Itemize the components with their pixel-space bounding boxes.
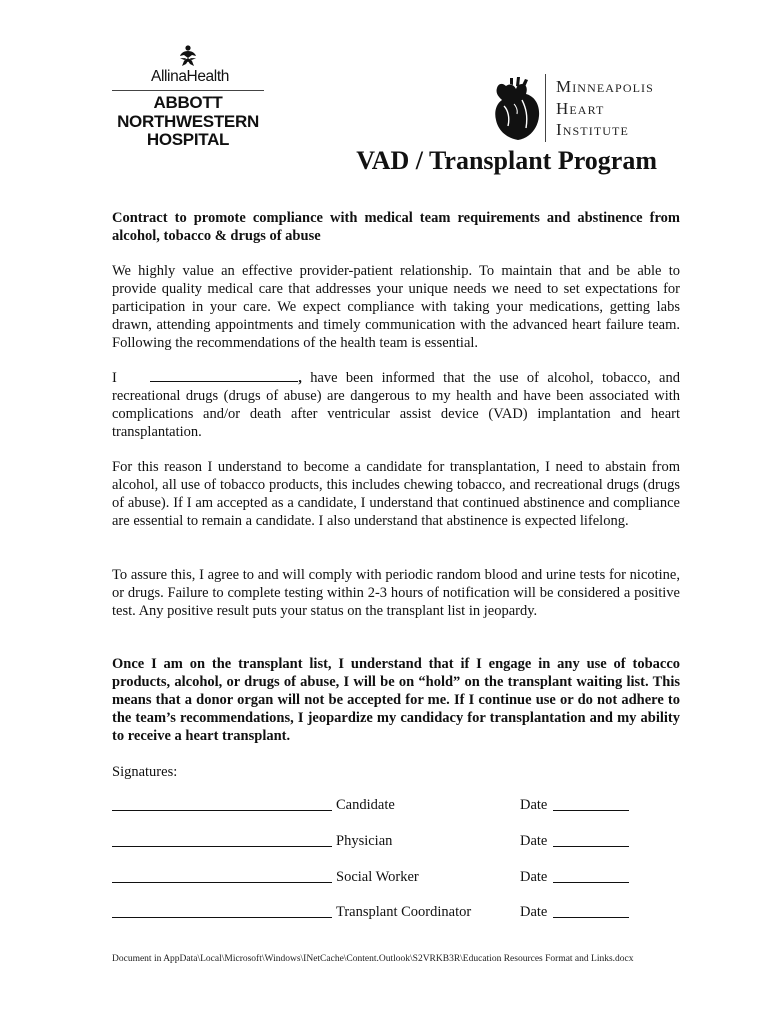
reason-paragraph: For this reason I understand to become a candidate for transplantation, I need to abstain from alcohol, all use of tobacco products, this includes chewing tobacco, and recreational drugs (drugs of abuse). If I am accepted as a candidate, I understand that continued abstinence and compliance are essential to remain a candidate. I also understand that abstinence is expected lifelong.	[112, 459, 680, 529]
signature-row-social-worker	[112, 869, 680, 889]
signature-row-physician	[112, 833, 680, 853]
date-line[interactable]	[553, 917, 629, 918]
date-line[interactable]	[553, 882, 629, 883]
informed-prefix: I	[112, 370, 117, 386]
document-path-footer: Document in AppData\Local\Microsoft\Windows\INetCache\Content.Outlook\S2VRKB3R\Education Resources Format and Links.docx	[112, 954, 634, 964]
signature-row-transplant-coordinator	[112, 904, 680, 924]
signature-role: Physician	[336, 833, 393, 849]
informed-comma: ,	[298, 370, 302, 386]
date-line[interactable]	[553, 846, 629, 847]
signatures-heading: Signatures:	[112, 764, 178, 780]
mhi-logo-text	[556, 76, 706, 141]
signature-line[interactable]	[112, 846, 332, 847]
testing-paragraph: To assure this, I agree to and will comply with periodic random blood and urine tests for nicotine, or drugs. Failure to complete testing within 2-3 hours of notification will be considered a positive test. Any positive result puts your status on the transplant list in jeopardy.	[112, 567, 680, 619]
date-label: Date	[520, 833, 548, 849]
informed-paragraph	[112, 369, 680, 441]
warning-paragraph: Once I am on the transplant list, I understand that if I engage in any use of tobacco products, alcohol, or drugs of abuse, I will be on “hold” on the transplant waiting list. This means that a donor organ will not be accepted for me. If I continue use or do not adhere to the team’s recommendations, I jeopardize my candidacy for transplantation and my ability to receive a heart transplant.	[112, 656, 680, 744]
informed-text: have been informed that the use of alcohol, tobacco, and recreational drugs (drugs of abuse) are dangerous to my health and have been associated with complications and/or death after ventricular assist device (VAD) implantation and heart transplantation.	[112, 370, 680, 440]
signature-row-candidate	[112, 797, 680, 817]
hospital-line-3: HOSPITAL	[146, 130, 230, 149]
mhi-divider	[545, 74, 546, 142]
hospital-line-1: ABBOTT	[153, 93, 223, 112]
name-blank-field[interactable]	[150, 369, 298, 382]
mhi-line-2: Heart	[556, 98, 605, 118]
allina-figure-icon	[176, 44, 200, 68]
date-label: Date	[520, 904, 548, 920]
heart-logo-icon	[492, 76, 542, 142]
allina-brand-text: AllinaHealth	[151, 68, 229, 85]
date-line[interactable]	[553, 810, 629, 811]
mhi-line-3: Institute	[556, 120, 629, 139]
date-label: Date	[520, 869, 548, 885]
hospital-name	[112, 94, 264, 150]
signature-role: Transplant Coordinator	[336, 904, 472, 920]
contract-subtitle: Contract to promote compliance with medical team requirements and abstinence from alcohol, tobacco & drugs of abuse	[112, 210, 680, 244]
logo-divider	[112, 90, 264, 91]
signature-role: Social Worker	[336, 869, 419, 885]
intro-paragraph: We highly value an effective provider-patient relationship. To maintain that and be able to provide quality medical care that addresses your unique needs we need to set expectations for participation in your care. We expect compliance with taking your medications, getting labs drawn, attending appointments and timely communication with the advanced heart failure team. Following the recommendations of the health team is essential.	[112, 263, 680, 351]
mhi-line-1: Minneapolis	[556, 77, 654, 96]
signature-line[interactable]	[112, 882, 332, 883]
signature-line[interactable]	[112, 810, 332, 811]
hospital-line-2: NORTHWESTERN	[117, 111, 259, 131]
signature-line[interactable]	[112, 917, 332, 918]
date-label: Date	[520, 797, 548, 813]
signature-role: Candidate	[336, 797, 395, 813]
page-title: VAD / Transplant Program	[356, 146, 657, 175]
